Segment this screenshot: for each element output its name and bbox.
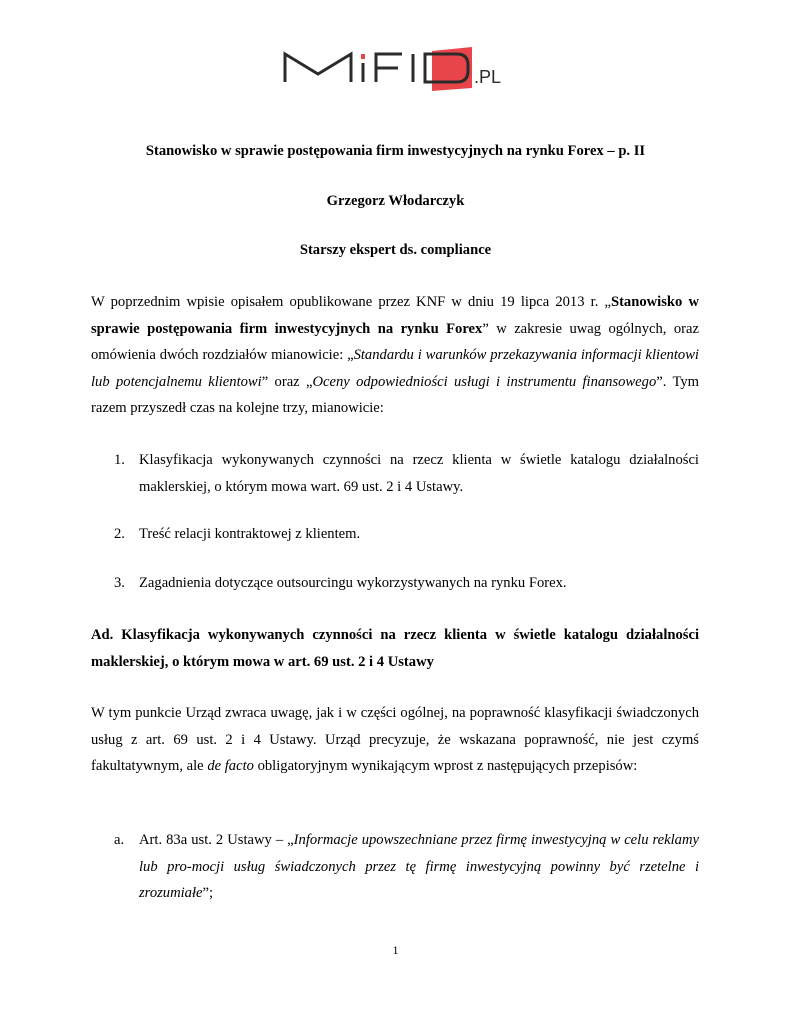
document-author: Grzegorz Włodarczyk <box>326 193 465 209</box>
sub-list-letter: a. <box>114 832 125 848</box>
intro-paragraph: W poprzednim wpisie opisałem opublikowane przez KNF w dniu 19 lipca 2013 r. „Stanowisko w sprawie postępowania firm inwestycyjnych na rynku Forex” w zakresie uwag ogólnych, oraz omówienia dwóch rozdziałów mianowicie: „Standardu i warunków przekazywania informacji klientowi lub potencjalnemu klientowi” oraz „Oceny odpowiedniości usługi i instrumentu finansowego”. Tym razem przyszedł czas na kolejne trzy, mianowicie: <box>91 294 699 416</box>
list-item-number: 2. <box>114 526 125 542</box>
list-item-text: Klasyfikacja wykonywanych czynności na rzecz klienta w świetle katalogu działalności maklerskiej, o którym mowa wart. 69 ust. 2 i 4 Ustawy. <box>139 452 699 495</box>
section-heading: Ad. Klasyfikacja wykonywanych czynności na rzecz klienta w świetle katalogu działalności maklerskiej, o którym mowa w art. 69 ust. 2 i 4 Ustawy <box>91 627 699 670</box>
sub-list-text: Art. 83a ust. 2 Ustawy – „Informacje upowszechniane przez firmę inwestycyjną w celu reklamy lub pro-mocji usług świadczonych przez tę firmę inwestycyjną powinny być rzetelne i zrozumiałe”; <box>139 832 699 901</box>
italic-term: de facto <box>207 758 254 774</box>
list-item-text: Treść relacji kontraktowej z klientem. <box>139 526 361 542</box>
intro-italic-reference-1: Standardu i warunków przekazywania informacji klientowi lub potencjalnemu klientowi <box>91 347 699 390</box>
section-paragraph: W tym punkcie Urząd zwraca uwagę, jak i w części ogólnej, na poprawność klasyfikacji świadczonych usług z art. 69 ust. 2 i 4 Ustawy. Urząd precyzuje, że wskazana poprawność, nie jest czymś fakultatywnym, ale de facto obligatoryjnym wynikającym wprost z następujących przepisów: <box>91 705 699 774</box>
mifid-logo <box>282 44 512 94</box>
intro-italic-reference-2: Oceny odpowiedniości usługi i instrumentu finansowego <box>312 373 657 390</box>
logo-letter-i-dot <box>361 54 365 59</box>
logo-suffix: .PL <box>474 67 502 87</box>
document-title: Stanowisko w sprawie postępowania firm inwestycyjnych na rynku Forex – p. II <box>145 143 646 159</box>
logo-letter-m <box>285 54 351 82</box>
list-item-text: Zagadnienia dotyczące outsourcingu wykorzystywanych na rynku Forex. <box>139 575 567 591</box>
list-item-number: 1. <box>114 452 125 468</box>
intro-bold-reference: Stanowisko w sprawie postępowania firm inwestycyjnych na rynku Forex <box>91 294 699 337</box>
list-item-number: 3. <box>114 575 125 591</box>
quoted-regulation: Informacje upowszechniane przez firmę inwestycyjną w celu reklamy lub pro-mocji usług świadczonych przez tę firmę inwestycyjną powinny być rzetelne i zrozumiałe <box>139 832 699 901</box>
author-role: Starszy ekspert ds. compliance <box>299 242 492 258</box>
page-number: 1 <box>392 943 399 957</box>
